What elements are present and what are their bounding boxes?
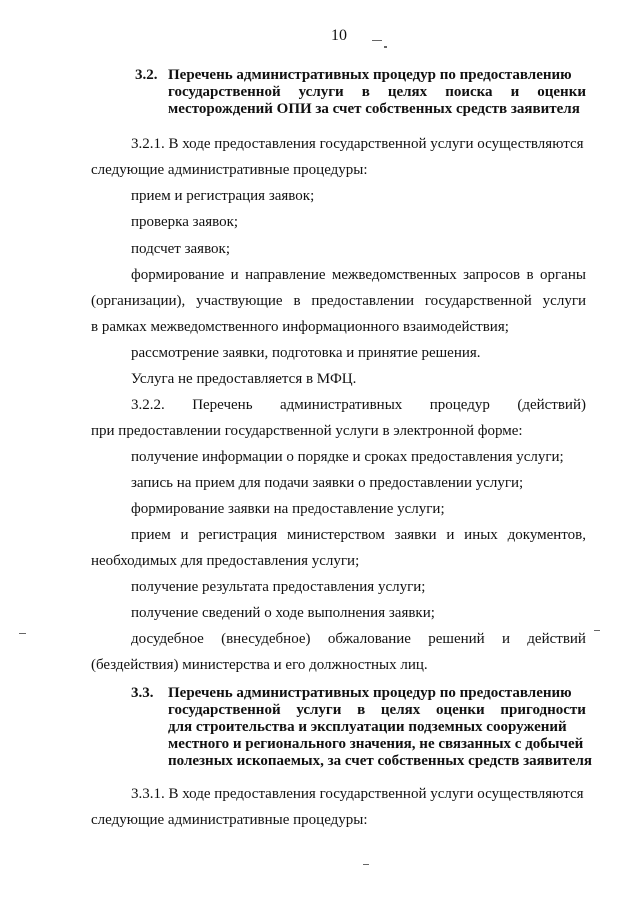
word: и xyxy=(446,527,455,543)
list-item: рассмотрение заявки, подготовка и принятие решения. xyxy=(131,345,481,361)
paragraph-line: следующие административные процедуры: xyxy=(91,812,368,828)
heading-line: Перечень административных процедур по предоставлению xyxy=(168,685,572,701)
heading-line: полезных ископаемых, за счет собственных средств заявителя xyxy=(168,753,593,769)
word: регистрация xyxy=(198,527,278,543)
word: прием xyxy=(131,527,171,543)
word: и xyxy=(501,631,511,647)
word: документов, xyxy=(507,527,586,543)
word: услуги xyxy=(542,293,586,309)
word: процедур xyxy=(429,397,490,413)
word: межведомственных xyxy=(331,267,457,283)
heading-line-justified xyxy=(168,701,586,719)
paragraph-line: необходимых для предоставления услуги; xyxy=(91,553,360,569)
list-item: получение результата предоставления услуги; xyxy=(131,579,426,595)
word: запросов xyxy=(463,267,521,283)
word: обжалование xyxy=(327,631,411,647)
paragraph-line: при предоставлении государственной услуги в электронной форме: xyxy=(91,423,523,439)
list-item-justified xyxy=(131,526,586,544)
word: оценки xyxy=(435,702,485,718)
word: иных xyxy=(464,527,498,543)
word: формирование xyxy=(131,267,225,283)
scan-mark xyxy=(384,46,387,48)
paragraph-line: (бездействия) министерства и его должностных лиц. xyxy=(91,657,428,673)
heading-line: Перечень административных процедур по предоставлению xyxy=(168,67,572,83)
word: пригодности xyxy=(500,702,586,718)
word: заявки xyxy=(394,527,437,543)
word: (организации), xyxy=(91,293,186,309)
paragraph-line-justified xyxy=(131,396,586,414)
word: министерством xyxy=(287,527,385,543)
word: целях xyxy=(380,702,421,718)
word: целях xyxy=(387,84,428,100)
list-item: получение сведений о ходе выполнения заявки; xyxy=(131,605,435,621)
word: услуги xyxy=(298,84,344,100)
list-item: проверка заявок; xyxy=(131,214,239,230)
word: государственной xyxy=(168,702,281,718)
word: досудебное xyxy=(131,631,204,647)
word: и xyxy=(510,84,520,100)
word: государственной xyxy=(424,293,532,309)
scan-mark xyxy=(19,633,26,634)
word: в xyxy=(293,293,301,309)
scan-mark xyxy=(363,864,369,865)
section-number: 3.2. xyxy=(135,67,158,83)
word: 3.2.2. xyxy=(131,397,165,413)
word: участвующие xyxy=(196,293,283,309)
page-number: 10 xyxy=(331,27,347,44)
word: административных xyxy=(279,397,403,413)
word: решений xyxy=(428,631,485,647)
word: направление xyxy=(245,267,326,283)
word: органы xyxy=(540,267,586,283)
word: в xyxy=(361,84,370,100)
paragraph-line: следующие административные процедуры: xyxy=(91,162,368,178)
heading-line: местного и регионального значения, не связанных с добычей xyxy=(168,736,584,752)
word: и xyxy=(230,267,239,283)
scan-mark xyxy=(594,630,600,631)
list-item-justified xyxy=(131,266,586,284)
paragraph-line: 3.3.1. В ходе предоставления государственной услуги осуществляются xyxy=(131,786,584,802)
heading-line: для строительства и эксплуатации подземных сооружений xyxy=(168,719,567,735)
paragraph-line-justified xyxy=(91,292,586,310)
list-item: прием и регистрация заявок; xyxy=(131,188,315,204)
word: действий xyxy=(527,631,586,647)
list-item-justified xyxy=(131,630,586,648)
heading-line-justified xyxy=(168,83,586,101)
word: поиска xyxy=(445,84,493,100)
word: (внесудебное) xyxy=(221,631,311,647)
word: услуги xyxy=(296,702,342,718)
word: в xyxy=(526,267,534,283)
list-item: запись на прием для подачи заявки о предоставлении услуги; xyxy=(131,475,524,491)
word: в xyxy=(357,702,366,718)
paragraph-line: в рамках межведомственного информационного взаимодействия; xyxy=(91,319,509,335)
word: Перечень xyxy=(192,397,253,413)
paragraph-line: 3.2.1. В ходе предоставления государственной услуги осуществляются xyxy=(131,136,584,152)
note: Услуга не предоставляется в МФЦ. xyxy=(131,371,357,387)
word: и xyxy=(180,527,189,543)
word: государственной xyxy=(168,84,281,100)
heading-line: месторождений ОПИ за счет собственных средств заявителя xyxy=(168,101,580,117)
scan-mark xyxy=(372,40,382,41)
word: (действий) xyxy=(517,397,586,413)
list-item: получение информации о порядке и сроках предоставления услуги; xyxy=(131,449,564,465)
section-number: 3.3. xyxy=(131,685,154,701)
word: оценки xyxy=(537,84,586,100)
list-item: подсчет заявок; xyxy=(131,241,231,257)
word: предоставлении xyxy=(311,293,415,309)
list-item: формирование заявки на предоставление услуги; xyxy=(131,501,445,517)
